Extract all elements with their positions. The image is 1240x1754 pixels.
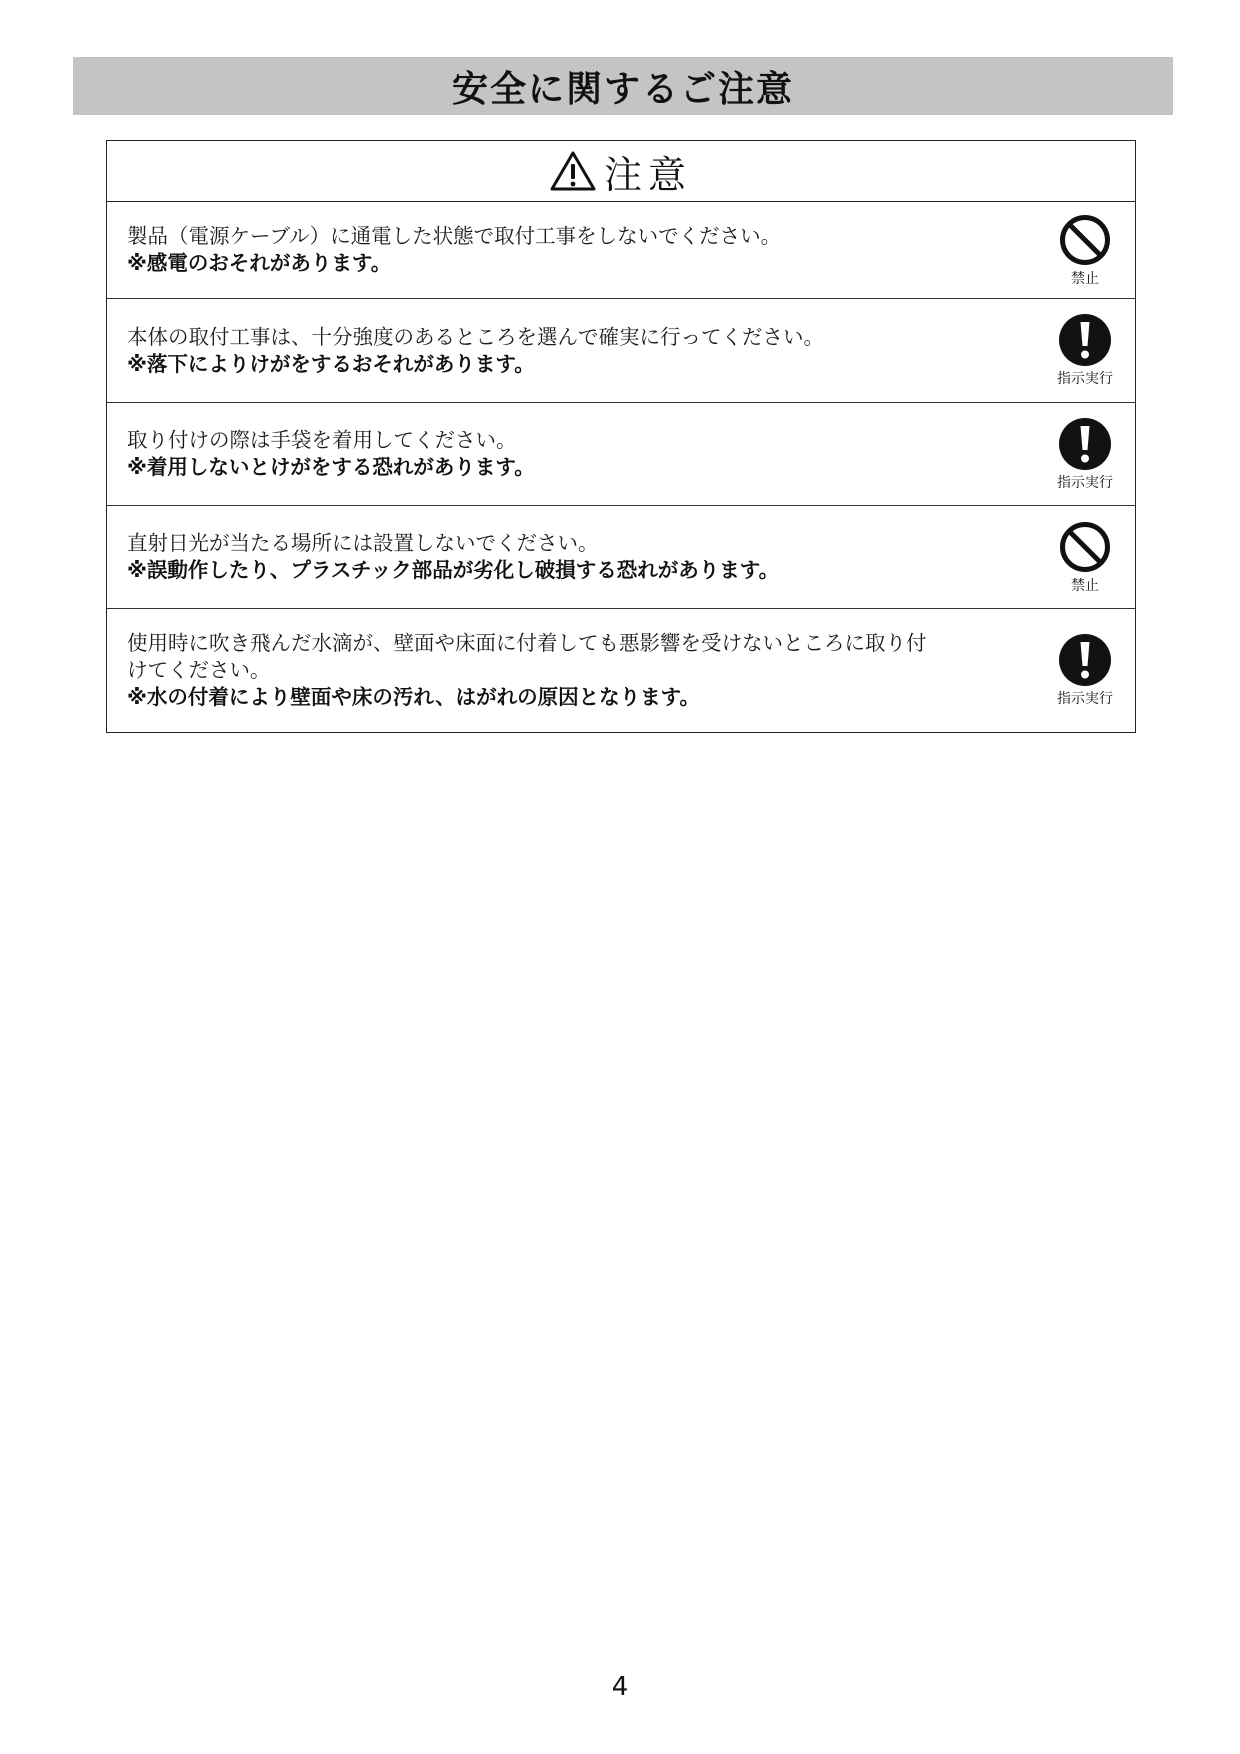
caution-row-icon [1049,506,1121,608]
warning-triangle-icon [550,150,596,192]
caution-text-continued: けてください。 [127,658,271,682]
caution-row-text [127,202,1027,298]
caution-row-water-droplets [107,609,1135,732]
page-title-bar [73,57,1173,115]
icon-label: 指示実行 [1057,474,1113,491]
caution-note: ※感電のおそれがあります。 [127,251,392,275]
icon-label: 指示実行 [1057,691,1113,707]
caution-row-electric-shock [107,202,1135,299]
caution-note: ※落下によりけがをするおそれがあります。 [127,351,535,376]
caution-text: 製品（電源ケーブル）に通電した状態で取付工事をしないでください。 [127,224,782,248]
caution-row-installation-strength [107,299,1135,403]
caution-row-icon [1049,202,1121,298]
caution-row-direct-sunlight [107,506,1135,609]
caution-row-icon [1049,609,1121,732]
page-title: 安全に関するご注意 [451,68,794,110]
caution-row-icon [1049,299,1121,402]
mandatory-action-icon [1058,313,1112,367]
page-number: 4 [611,1672,629,1702]
caution-row-icon [1049,403,1121,505]
caution-row-text [127,299,1027,402]
caution-note: ※水の付着により壁面や床の汚れ、はがれの原因となります。 [127,685,701,709]
mandatory-action-icon [1058,417,1112,471]
caution-text: 取り付けの際は手袋を着用してください。 [127,428,517,452]
caution-note: ※誤動作したり、プラスチック部品が劣化し破損する恐れがあります。 [127,558,780,582]
prohibition-icon [1058,213,1112,267]
caution-note: ※着用しないとけがをする恐れがあります。 [127,455,535,479]
caution-text: 本体の取付工事は、十分強度のあるところを選んで確実に行ってください。 [127,324,824,349]
caution-table [106,140,1136,733]
mandatory-action-icon [1058,633,1112,687]
caution-row-text [127,506,1027,608]
icon-label: 指示実行 [1057,371,1113,387]
icon-label: 禁止 [1071,577,1099,594]
caution-row-text [127,403,1027,505]
prohibition-icon [1058,520,1112,574]
caution-text: 使用時に吹き飛んだ水滴が、壁面や床面に付着しても悪影響を受けないところに取り付 [127,631,927,655]
caution-text: 直射日光が当たる場所には設置しないでください。 [127,531,599,555]
caution-label: 注意 [603,152,692,197]
caution-row-gloves [107,403,1135,506]
caution-row-text [127,609,1027,732]
icon-label: 禁止 [1071,270,1099,287]
caution-header [107,141,1135,202]
